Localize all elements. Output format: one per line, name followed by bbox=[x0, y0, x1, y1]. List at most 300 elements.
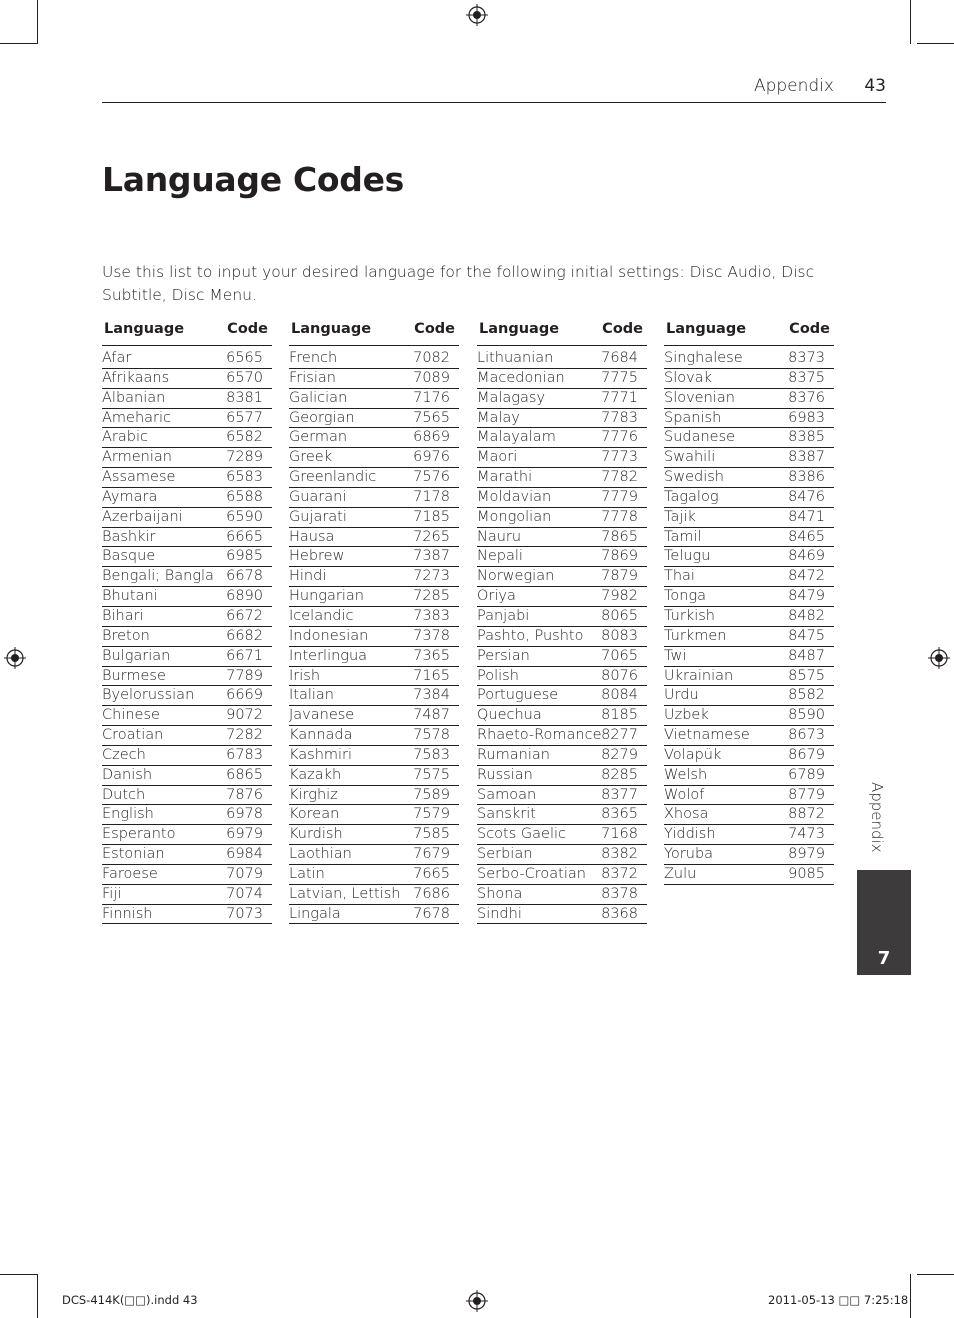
language-code: 8482 bbox=[788, 607, 825, 624]
language-code: 7783 bbox=[601, 409, 638, 426]
language-name: Gujarati bbox=[289, 508, 347, 525]
column-rows bbox=[102, 349, 272, 924]
language-code: 8365 bbox=[601, 806, 638, 823]
language-name: Latin bbox=[289, 865, 325, 882]
table-row bbox=[477, 865, 647, 885]
language-code: 6665 bbox=[226, 528, 263, 545]
table-row bbox=[477, 627, 647, 647]
registration-mark-icon bbox=[466, 1290, 488, 1312]
table-row bbox=[289, 627, 459, 647]
table-row bbox=[477, 448, 647, 468]
language-name: Slovak bbox=[664, 369, 712, 386]
language-code: 8465 bbox=[788, 528, 825, 545]
language-code: 6682 bbox=[226, 627, 263, 644]
language-code: 6865 bbox=[226, 766, 263, 783]
language-code: 6984 bbox=[226, 846, 263, 863]
language-name: Aymara bbox=[102, 488, 158, 505]
language-heading: Language bbox=[666, 321, 747, 337]
language-code: 7079 bbox=[226, 865, 263, 882]
language-code: 8277 bbox=[601, 727, 638, 744]
language-code: 7378 bbox=[413, 627, 450, 644]
language-name: Turkmen bbox=[664, 627, 727, 644]
table-row bbox=[102, 567, 272, 587]
table-row bbox=[289, 468, 459, 488]
table-row bbox=[477, 607, 647, 627]
language-code: 7789 bbox=[226, 667, 263, 684]
language-name: Indonesian bbox=[289, 627, 369, 644]
table-row bbox=[664, 547, 834, 567]
language-name: Javanese bbox=[289, 707, 355, 724]
language-code: 8575 bbox=[788, 667, 825, 684]
language-code: 8382 bbox=[601, 846, 638, 863]
language-heading: Language bbox=[104, 321, 185, 337]
table-row bbox=[664, 686, 834, 706]
registration-mark-icon bbox=[4, 647, 26, 669]
language-name: Basque bbox=[102, 548, 156, 565]
language-name: Interlingua bbox=[289, 647, 368, 664]
language-code: 8673 bbox=[788, 727, 825, 744]
page-title: Language Codes bbox=[102, 160, 405, 199]
table-row bbox=[289, 805, 459, 825]
table-row bbox=[102, 865, 272, 885]
language-code: 7686 bbox=[413, 885, 450, 902]
language-name: Thai bbox=[664, 568, 695, 585]
table-row bbox=[289, 706, 459, 726]
language-code: 7876 bbox=[226, 786, 263, 803]
table-row bbox=[102, 369, 272, 389]
language-code: 7665 bbox=[413, 865, 450, 882]
table-row bbox=[102, 607, 272, 627]
language-name: Assamese bbox=[102, 469, 176, 486]
language-name: Norwegian bbox=[477, 568, 555, 585]
table-row bbox=[102, 428, 272, 448]
language-code: 7575 bbox=[413, 766, 450, 783]
language-code: 8386 bbox=[788, 469, 825, 486]
language-code: 7065 bbox=[601, 647, 638, 664]
language-code: 8476 bbox=[788, 488, 825, 505]
table-row bbox=[289, 647, 459, 667]
language-name: Serbo-Croatian bbox=[477, 865, 586, 882]
language-code: 8469 bbox=[788, 548, 825, 565]
table-row bbox=[477, 805, 647, 825]
table-row bbox=[102, 805, 272, 825]
language-name: Nauru bbox=[477, 528, 522, 545]
language-code: 8979 bbox=[788, 846, 825, 863]
language-name: Korean bbox=[289, 806, 340, 823]
language-name: Tagalog bbox=[664, 488, 719, 505]
language-name: Sudanese bbox=[664, 429, 736, 446]
language-code: 8279 bbox=[601, 746, 638, 763]
language-name: Malay bbox=[477, 409, 520, 426]
table-row bbox=[477, 567, 647, 587]
language-name: Kazakh bbox=[289, 766, 342, 783]
language-name: Persian bbox=[477, 647, 530, 664]
language-name: Dutch bbox=[102, 786, 146, 803]
table-row bbox=[477, 825, 647, 845]
table-row bbox=[289, 686, 459, 706]
language-code: 7365 bbox=[413, 647, 450, 664]
language-code: 7383 bbox=[413, 607, 450, 624]
code-heading: Code bbox=[227, 321, 268, 337]
table-row bbox=[102, 349, 272, 369]
language-name: Malagasy bbox=[477, 389, 546, 406]
language-code: 6672 bbox=[226, 607, 263, 624]
language-name: Spanish bbox=[664, 409, 722, 426]
language-name: Shona bbox=[477, 885, 523, 902]
language-code: 7565 bbox=[413, 409, 450, 426]
language-name: Singhalese bbox=[664, 350, 743, 366]
language-name: Mongolian bbox=[477, 508, 552, 525]
language-name: Hindi bbox=[289, 568, 327, 585]
page-number: 43 bbox=[864, 76, 886, 96]
column-rows bbox=[289, 349, 459, 924]
language-name: Yoruba bbox=[664, 846, 714, 863]
table-row bbox=[102, 488, 272, 508]
language-code: 8372 bbox=[601, 865, 638, 882]
table-row bbox=[102, 468, 272, 488]
table-row bbox=[102, 726, 272, 746]
language-code: 7289 bbox=[226, 449, 263, 466]
language-code: 8377 bbox=[601, 786, 638, 803]
language-code: 7779 bbox=[601, 488, 638, 505]
language-name: Bihari bbox=[102, 607, 144, 624]
slug-datetime: 2011-05-13 □□ 7:25:18 bbox=[768, 1293, 909, 1307]
table-row bbox=[289, 607, 459, 627]
table-column bbox=[664, 319, 834, 885]
language-name: Tonga bbox=[664, 588, 707, 605]
registration-mark-icon bbox=[928, 647, 950, 669]
table-row bbox=[477, 766, 647, 786]
language-name: Faroese bbox=[102, 865, 158, 882]
language-code: 6978 bbox=[226, 806, 263, 823]
language-name: Bulgarian bbox=[102, 647, 171, 664]
language-name: Turkish bbox=[664, 607, 715, 624]
language-code: 7678 bbox=[413, 905, 450, 922]
table-row bbox=[102, 786, 272, 806]
table-row bbox=[289, 667, 459, 687]
table-row bbox=[664, 667, 834, 687]
language-name: Rumanian bbox=[477, 746, 550, 763]
chapter-tab bbox=[857, 870, 911, 975]
table-row bbox=[289, 547, 459, 567]
table-row bbox=[102, 686, 272, 706]
table-row bbox=[477, 885, 647, 905]
language-code: 8679 bbox=[788, 746, 825, 763]
table-row bbox=[477, 905, 647, 925]
language-code: 8084 bbox=[601, 687, 638, 704]
table-row bbox=[289, 766, 459, 786]
language-name: Marathi bbox=[477, 469, 533, 486]
table-row bbox=[477, 746, 647, 766]
table-row bbox=[102, 448, 272, 468]
table-row bbox=[102, 766, 272, 786]
code-heading: Code bbox=[414, 321, 455, 337]
language-name: Tamil bbox=[664, 528, 702, 545]
language-code: 8387 bbox=[788, 449, 825, 466]
language-code: 6983 bbox=[788, 409, 825, 426]
language-code: 8472 bbox=[788, 568, 825, 585]
language-code: 7168 bbox=[601, 826, 638, 843]
language-code: 7089 bbox=[413, 369, 450, 386]
table-row bbox=[102, 528, 272, 548]
table-row bbox=[102, 627, 272, 647]
language-code: 8385 bbox=[788, 429, 825, 446]
table-row bbox=[102, 905, 272, 925]
language-name: Tajik bbox=[664, 508, 696, 525]
language-code: 7384 bbox=[413, 687, 450, 704]
language-name: Serbian bbox=[477, 846, 533, 863]
language-code: 7576 bbox=[413, 469, 450, 486]
language-code: 8373 bbox=[788, 350, 825, 366]
table-row bbox=[102, 389, 272, 409]
language-code: 7778 bbox=[601, 508, 638, 525]
table-row bbox=[664, 488, 834, 508]
language-code: 6570 bbox=[226, 369, 263, 386]
table-row bbox=[477, 845, 647, 865]
language-name: Nepali bbox=[477, 548, 523, 565]
language-name: Wolof bbox=[664, 786, 705, 803]
table-row bbox=[477, 369, 647, 389]
crop-mark bbox=[37, 0, 38, 44]
table-row bbox=[664, 805, 834, 825]
language-code: 7578 bbox=[413, 727, 450, 744]
language-code: 7074 bbox=[226, 885, 263, 902]
language-name: Danish bbox=[102, 766, 153, 783]
language-name: Rhaeto-Romance bbox=[477, 727, 602, 744]
table-row bbox=[289, 567, 459, 587]
language-code: 8376 bbox=[788, 389, 825, 406]
language-name: Vietnamese bbox=[664, 727, 750, 744]
language-code: 6976 bbox=[413, 449, 450, 466]
language-code: 7165 bbox=[413, 667, 450, 684]
table-row bbox=[289, 409, 459, 429]
table-row bbox=[102, 587, 272, 607]
table-row bbox=[664, 845, 834, 865]
language-code: 8590 bbox=[788, 707, 825, 724]
table-column bbox=[289, 319, 459, 924]
language-code: 6671 bbox=[226, 647, 263, 664]
language-name: Moldavian bbox=[477, 488, 552, 505]
table-row bbox=[477, 647, 647, 667]
language-code: 7073 bbox=[226, 905, 263, 922]
table-row bbox=[664, 587, 834, 607]
language-code: 8285 bbox=[601, 766, 638, 783]
table-row bbox=[289, 448, 459, 468]
language-code: 8582 bbox=[788, 687, 825, 704]
language-name: Burmese bbox=[102, 667, 166, 684]
table-row bbox=[664, 428, 834, 448]
language-code: 9072 bbox=[226, 707, 263, 724]
language-name: Armenian bbox=[102, 449, 172, 466]
language-name: Xhosa bbox=[664, 806, 709, 823]
table-row bbox=[477, 547, 647, 567]
language-code: 6582 bbox=[226, 429, 263, 446]
registration-mark-icon bbox=[466, 4, 488, 26]
table-row bbox=[289, 865, 459, 885]
language-code: 6789 bbox=[788, 766, 825, 783]
language-name: Fiji bbox=[102, 885, 122, 902]
table-row bbox=[102, 547, 272, 567]
language-name: Kannada bbox=[289, 727, 353, 744]
table-row bbox=[664, 627, 834, 647]
language-name: Sanskrit bbox=[477, 806, 536, 823]
language-code: 7773 bbox=[601, 449, 638, 466]
language-heading: Language bbox=[291, 321, 372, 337]
language-name: Afrikaans bbox=[102, 369, 170, 386]
crop-mark bbox=[910, 1274, 911, 1318]
language-name: Bengali; Bangla bbox=[102, 568, 214, 585]
language-code: 7879 bbox=[601, 568, 638, 585]
crop-mark bbox=[917, 43, 954, 44]
language-name: Bashkir bbox=[102, 528, 156, 545]
table-row bbox=[664, 508, 834, 528]
language-code: 6583 bbox=[226, 469, 263, 486]
language-name: Azerbaijani bbox=[102, 508, 183, 525]
language-code: 7589 bbox=[413, 786, 450, 803]
language-code: 6565 bbox=[226, 350, 263, 366]
table-row bbox=[289, 746, 459, 766]
table-row bbox=[664, 528, 834, 548]
language-code: 7387 bbox=[413, 548, 450, 565]
column-header bbox=[289, 319, 459, 346]
table-row bbox=[664, 825, 834, 845]
language-code: 7265 bbox=[413, 528, 450, 545]
language-name: Greek bbox=[289, 449, 333, 466]
language-heading: Language bbox=[479, 321, 560, 337]
language-name: Czech bbox=[102, 746, 146, 763]
language-code: 6588 bbox=[226, 488, 263, 505]
language-code: 7771 bbox=[601, 389, 638, 406]
language-name: Polish bbox=[477, 667, 519, 684]
language-name: Irish bbox=[289, 667, 321, 684]
language-name: Latvian, Lettish bbox=[289, 885, 401, 902]
table-row bbox=[664, 865, 834, 885]
table-row bbox=[477, 786, 647, 806]
table-row bbox=[664, 349, 834, 369]
language-name: Galician bbox=[289, 389, 348, 406]
language-code: 8185 bbox=[601, 707, 638, 724]
language-name: English bbox=[102, 806, 154, 823]
language-name: Hausa bbox=[289, 528, 335, 545]
language-code: 7176 bbox=[413, 389, 450, 406]
column-rows bbox=[664, 349, 834, 885]
table-row bbox=[664, 607, 834, 627]
language-name: Pashto, Pushto bbox=[477, 627, 584, 644]
table-row bbox=[289, 786, 459, 806]
language-code: 6979 bbox=[226, 826, 263, 843]
language-code: 6890 bbox=[226, 588, 263, 605]
language-code: 7579 bbox=[413, 806, 450, 823]
table-row bbox=[664, 448, 834, 468]
language-code: 7585 bbox=[413, 826, 450, 843]
table-row bbox=[664, 786, 834, 806]
language-name: Finnish bbox=[102, 905, 153, 922]
table-row bbox=[102, 746, 272, 766]
language-code: 6783 bbox=[226, 746, 263, 763]
language-code: 7583 bbox=[413, 746, 450, 763]
language-name: Macedonian bbox=[477, 369, 565, 386]
language-name: Slovenian bbox=[664, 389, 735, 406]
language-name: Sindhi bbox=[477, 905, 522, 922]
language-name: Swedish bbox=[664, 469, 724, 486]
table-row bbox=[477, 686, 647, 706]
language-code: 8375 bbox=[788, 369, 825, 386]
table-row bbox=[664, 766, 834, 786]
code-heading: Code bbox=[789, 321, 830, 337]
language-name: Lingala bbox=[289, 905, 341, 922]
language-name: Icelandic bbox=[289, 607, 354, 624]
language-code: 7285 bbox=[413, 588, 450, 605]
table-row bbox=[289, 488, 459, 508]
language-name: Ameharic bbox=[102, 409, 172, 426]
language-name: Malayalam bbox=[477, 429, 556, 446]
table-row bbox=[289, 389, 459, 409]
table-row bbox=[289, 905, 459, 925]
language-name: Hebrew bbox=[289, 548, 345, 565]
intro-paragraph: Use this list to input your desired language for the following initial settings: Disc Audio, Disc Subtitle, Disc Menu. bbox=[102, 263, 815, 304]
language-name: Welsh bbox=[664, 766, 708, 783]
language-name: Urdu bbox=[664, 687, 699, 704]
language-code: 7082 bbox=[413, 350, 450, 366]
language-name: Estonian bbox=[102, 846, 165, 863]
table-row bbox=[289, 349, 459, 369]
language-code: 8076 bbox=[601, 667, 638, 684]
language-name: Esperanto bbox=[102, 826, 176, 843]
language-name: Telugu bbox=[664, 548, 711, 565]
running-header-section: Appendix bbox=[753, 76, 834, 96]
language-code: 9085 bbox=[788, 865, 825, 882]
language-code: 7776 bbox=[601, 429, 638, 446]
language-code: 8378 bbox=[601, 885, 638, 902]
crop-mark bbox=[37, 1274, 38, 1318]
column-header bbox=[477, 319, 647, 346]
language-code: 7473 bbox=[788, 826, 825, 843]
side-section-label bbox=[866, 782, 888, 862]
language-name: Guarani bbox=[289, 488, 347, 505]
language-name: Samoan bbox=[477, 786, 537, 803]
table-row bbox=[477, 488, 647, 508]
language-code: 6590 bbox=[226, 508, 263, 525]
language-name: Panjabi bbox=[477, 607, 530, 624]
language-name: Russian bbox=[477, 766, 533, 783]
table-row bbox=[289, 508, 459, 528]
language-code: 6669 bbox=[226, 687, 263, 704]
table-row bbox=[477, 706, 647, 726]
language-name: Kashmiri bbox=[289, 746, 353, 763]
language-name: German bbox=[289, 429, 348, 446]
table-row bbox=[477, 389, 647, 409]
running-header bbox=[102, 74, 886, 103]
language-name: Arabic bbox=[102, 429, 148, 446]
language-name: Yiddish bbox=[664, 826, 716, 843]
crop-mark bbox=[910, 0, 911, 44]
language-code: 6985 bbox=[226, 548, 263, 565]
table-row bbox=[664, 468, 834, 488]
language-name: Albanian bbox=[102, 389, 166, 406]
table-row bbox=[477, 409, 647, 429]
table-row bbox=[102, 667, 272, 687]
table-row bbox=[664, 409, 834, 429]
language-code: 7865 bbox=[601, 528, 638, 545]
column-header bbox=[102, 319, 272, 346]
language-code-table bbox=[102, 319, 834, 929]
table-row bbox=[102, 409, 272, 429]
table-row bbox=[477, 428, 647, 448]
table-row bbox=[477, 726, 647, 746]
language-name: Quechua bbox=[477, 707, 542, 724]
table-row bbox=[289, 845, 459, 865]
table-row bbox=[664, 567, 834, 587]
